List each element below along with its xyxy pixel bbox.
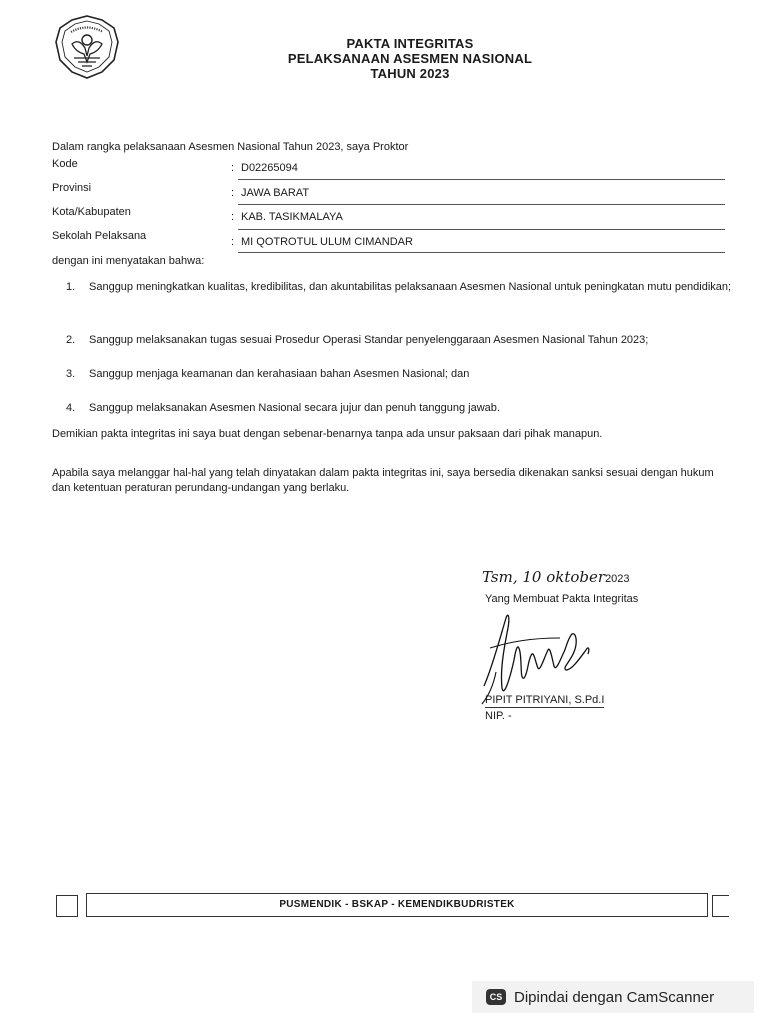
camscanner-label: Dipindai dengan CamScanner [514, 988, 715, 1006]
intro-text: Dalam rangka pelaksanaan Asesmen Nasional Tahun 2023, saya Proktor [52, 141, 409, 153]
signer-name: PIPIT PITRIYANI, S.Pd.I [485, 694, 605, 706]
field-value-sekolah: MI QOTROTUL ULUM CIMANDAR [241, 236, 413, 248]
field-value-kode: D02265094 [241, 162, 298, 174]
footer-box-left [56, 895, 78, 917]
statement-lead: dengan ini menyatakan bahwa: [52, 255, 205, 267]
field-colon: : [231, 211, 235, 223]
item-text: Sanggup menjaga keamanan dan kerahasiaan bahan Asesmen Nasional; dan [89, 368, 470, 380]
item-text: Sanggup melaksanakan tugas sesuai Prosedur Operasi Standar penyelenggaraan Asesmen Nasional Tahun 2023; [89, 334, 649, 346]
sanction-paragraph: Apabila saya melanggar hal-hal yang telah dinyatakan dalam pakta integritas ini, saya bersedia dikenakan sanksi sesuai dengan hukum dan ketentuan peraturan perundang-undangan yang berlaku. [52, 467, 714, 494]
field-underline [238, 179, 725, 180]
footer-text: PUSMENDIK - BSKAP - KEMENDIKBUDRISTEK [279, 899, 515, 910]
item-number: 4. [66, 402, 76, 414]
field-colon: : [231, 162, 235, 174]
title-line-3: TAHUN 2023 [370, 66, 450, 81]
item-number: 3. [66, 368, 76, 380]
item-number: 1. [66, 281, 76, 293]
maker-label: Yang Membuat Pakta Integritas [485, 593, 639, 605]
place-date-handwritten: Tsm, 10 oktober [482, 568, 606, 586]
footer-bar [86, 893, 708, 917]
place-date-year: 2023 [605, 573, 630, 585]
place-date [482, 568, 630, 587]
field-label-kode: Kode [52, 158, 78, 170]
closing-paragraph: Demikian pakta integritas ini saya buat dengan sebenar-benarnya tanpa ada unsur paksaan dari pihak manapun. [52, 428, 603, 440]
field-value-kota: KAB. TASIKMALAYA [241, 211, 343, 223]
footer-box-right [712, 895, 729, 917]
item-text: Sanggup melaksanakan Asesmen Nasional secara jujur dan penuh tanggung jawab. [89, 402, 500, 414]
tut-wuri-handayani-logo [52, 14, 122, 80]
field-label-sekolah: Sekolah Pelaksana [52, 230, 147, 242]
field-label-kota: Kota/Kabupaten [52, 206, 131, 218]
field-underline [238, 252, 725, 253]
field-value-provinsi: JAWA BARAT [241, 187, 310, 199]
field-underline [238, 229, 725, 230]
nip: NIP. - [485, 710, 512, 722]
field-colon: : [231, 187, 235, 199]
handwritten-signature [470, 608, 610, 708]
field-colon: : [231, 236, 235, 248]
title-line-2: PELAKSANAAN ASESMEN NASIONAL [287, 51, 533, 66]
field-underline [238, 204, 725, 205]
field-label-provinsi: Provinsi [52, 182, 92, 194]
title-line-1: PAKTA INTEGRITAS [346, 36, 474, 51]
camscanner-watermark [472, 981, 754, 1013]
document-title [250, 36, 570, 81]
item-text: Sanggup meningkatkan kualitas, kredibilitas, dan akuntabilitas pelaksanaan Asesmen Nasional untuk peningkatan mutu pendidikan; [89, 281, 732, 293]
camscanner-icon: CS [486, 989, 506, 1005]
item-number: 2. [66, 334, 76, 346]
